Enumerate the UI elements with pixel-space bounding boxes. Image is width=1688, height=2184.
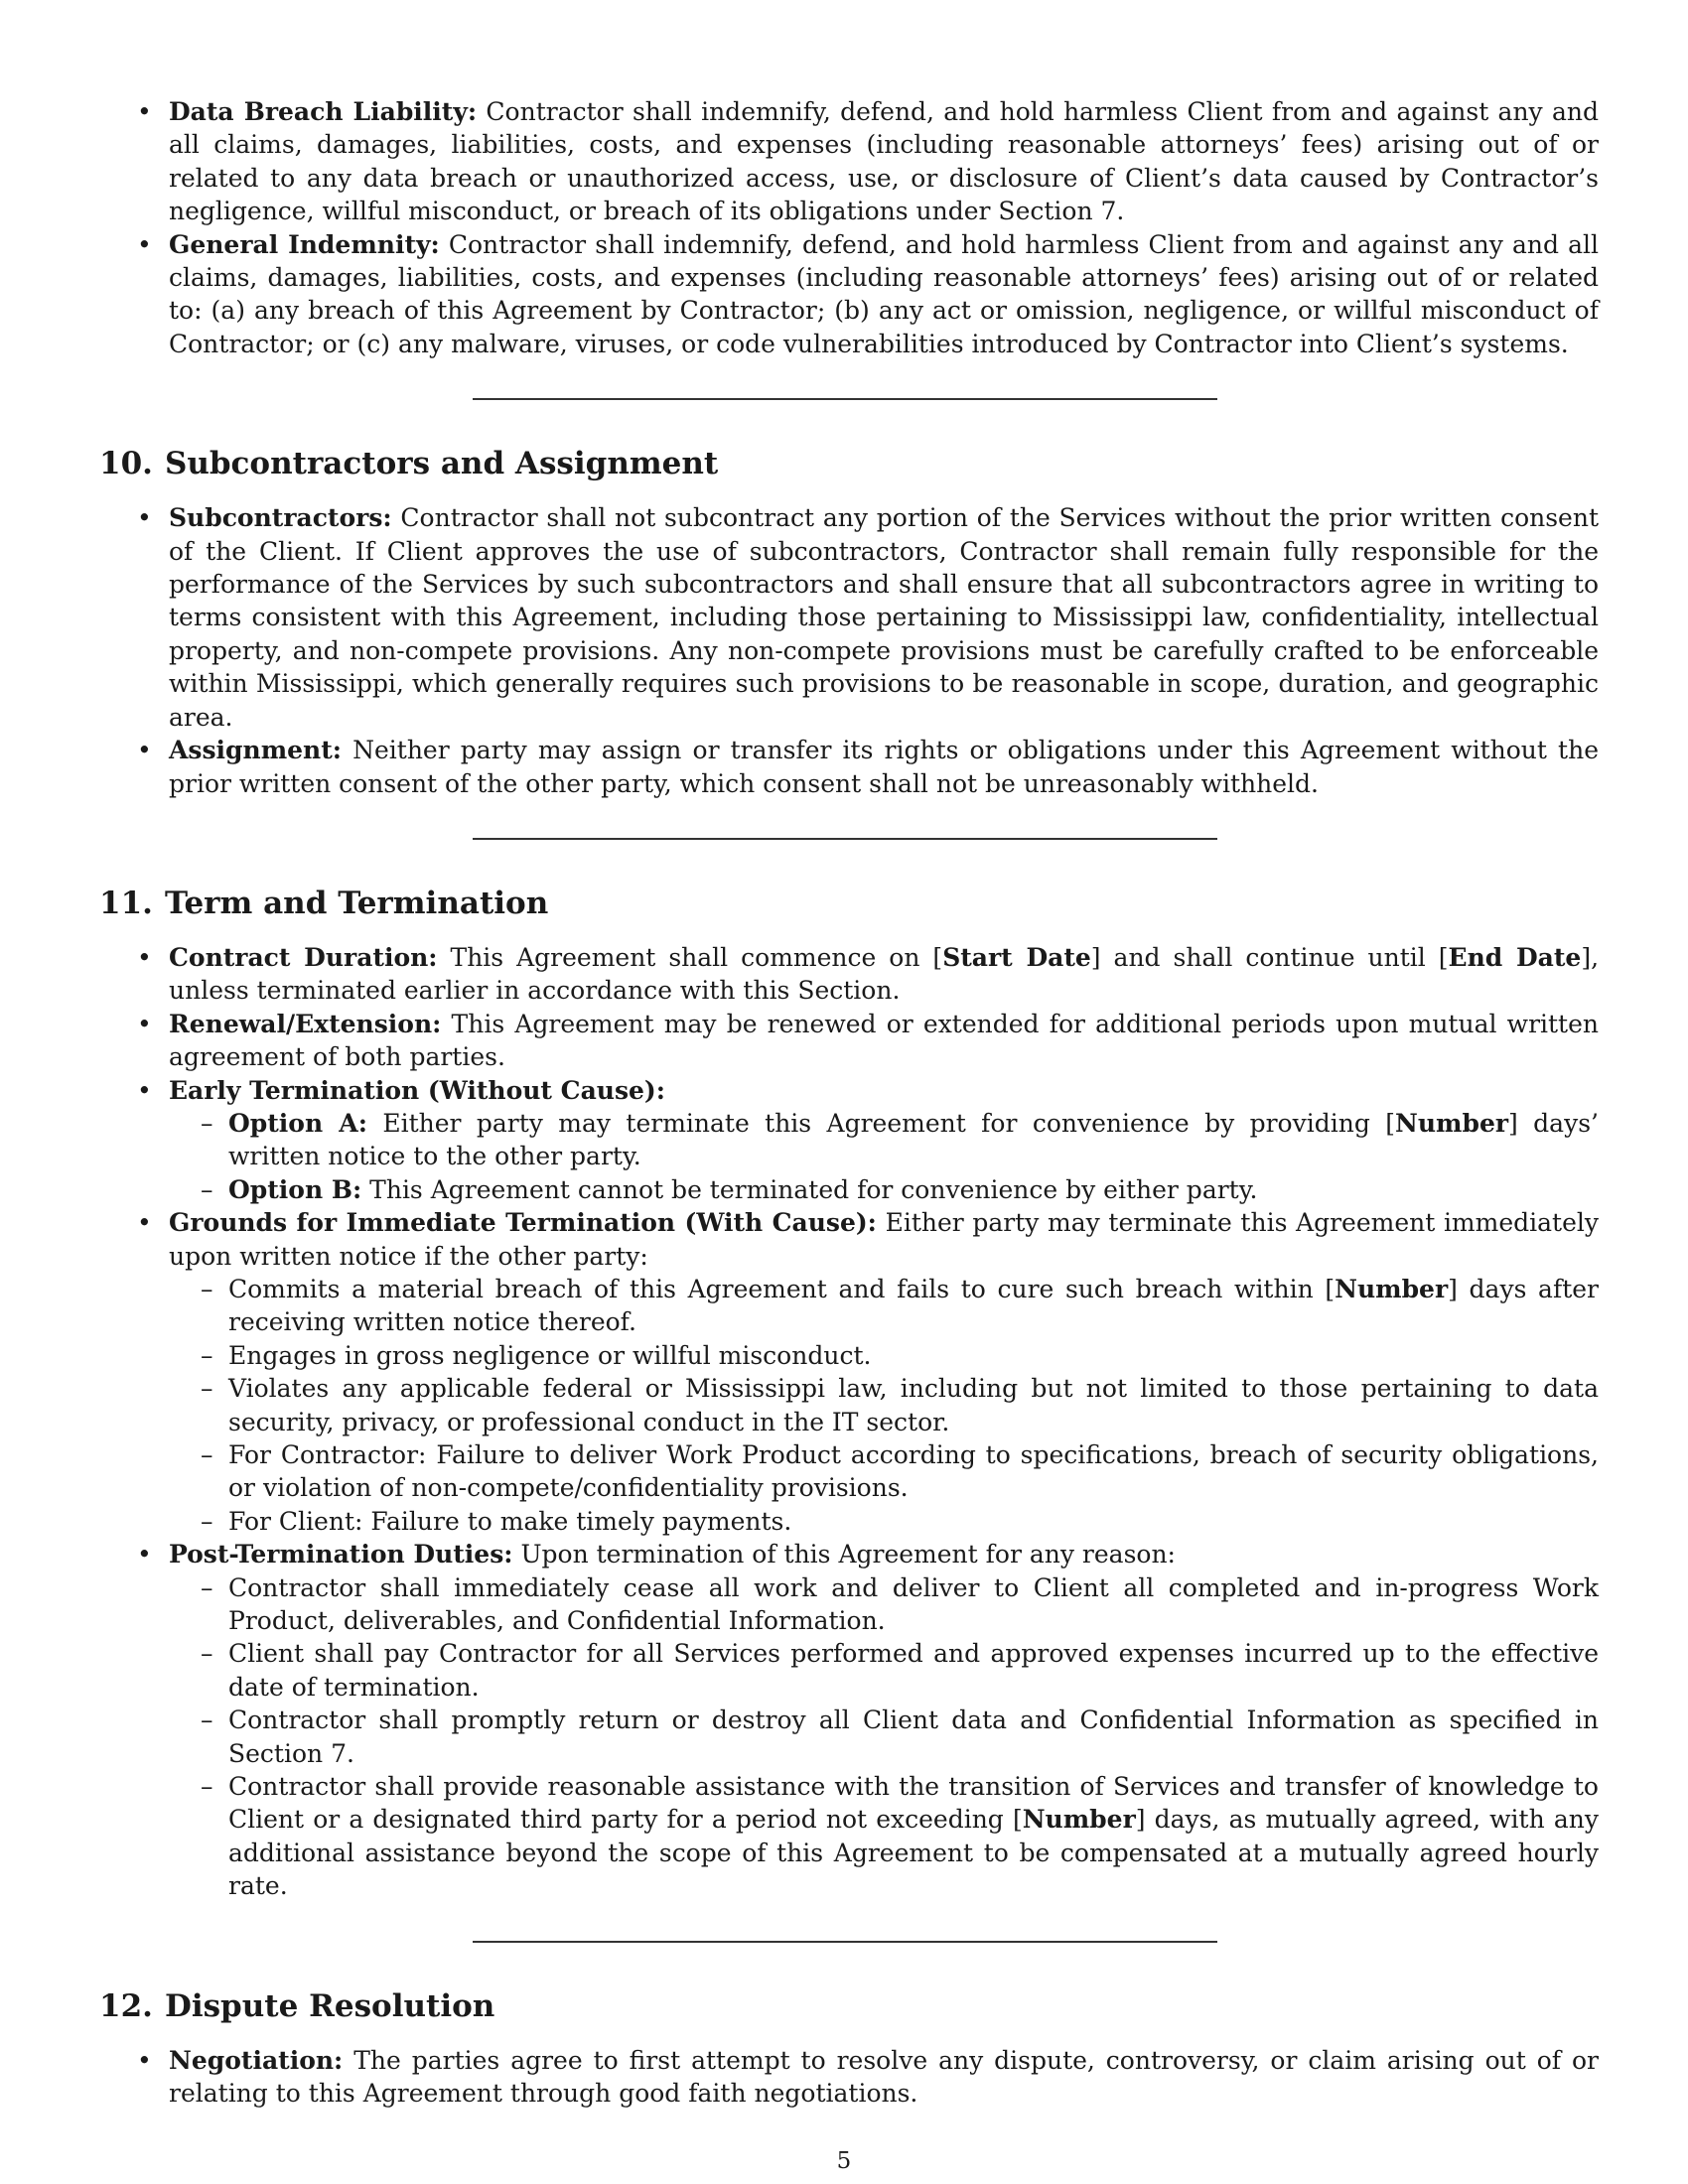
item-label: General Indemnity: [169, 229, 440, 259]
list-item-negotiation [99, 2044, 1599, 2111]
list-item-early-termination [99, 1074, 1599, 1207]
placeholder-end-date: End Date [1448, 942, 1582, 972]
item-label: Grounds for Immediate Termination (With Cause): [169, 1208, 877, 1238]
sub-item-cease-work: – Contractor shall immediately cease all work and deliver to Client all completed and in-progress Work Product, deliverables, and Confidential Information. [169, 1571, 1599, 1638]
sub-item-transition-assistance [169, 1770, 1599, 1903]
sub-item-client-pay: – Client shall pay Contractor for all Services performed and approved expenses incurred up to the effective date of termination. [169, 1637, 1599, 1704]
item-label: Post-Termination Duties: [169, 1540, 513, 1570]
item-label: Option B: [228, 1174, 362, 1204]
item-label: Option A: [228, 1108, 367, 1138]
post-termination-list [169, 1571, 1599, 1903]
item-text: ], unless terminated earlier in accordance with this Section. [169, 942, 1600, 1006]
placeholder-number: Number [1022, 1805, 1136, 1835]
item-text: Contractor shall provide reasonable assistance with the transition of Services and transfer of knowledge to Client or a designated third party for a period not exceeding [ [228, 1772, 1599, 1835]
section-divider [473, 838, 1217, 840]
item-text: Upon termination of this Agreement for any reason: [512, 1540, 1176, 1570]
item-text: Either party may terminate this Agreement for convenience by providing [ [366, 1108, 1395, 1138]
term-termination-list [99, 941, 1599, 1903]
list-item-post-termination [99, 1538, 1599, 1902]
item-text: ] and shall continue until [ [1090, 942, 1449, 972]
placeholder-start-date: Start Date [942, 942, 1091, 972]
item-text: Contractor shall indemnify, defend, and hold harmless Client from and against any and all claims, damages, liabilities, costs, and expenses (including reasonable attorneys’ fees) arising out of or related to: (a) any breach of this Agreement by Contractor; (b) any act or omission, negligence, or willful misconduct of Contractor; or (c) any malware, viruses, or code vulnerabilities introduced by Contractor into Client’s systems. [169, 229, 1599, 358]
item-text: ] days after receiving written notice thereof. [228, 1274, 1599, 1337]
sub-item-negligence: – Engages in gross negligence or willful misconduct. [169, 1339, 1599, 1372]
item-label: Early Termination (Without Cause): [169, 1075, 665, 1105]
section-divider [473, 398, 1217, 400]
subcontractors-list [99, 501, 1599, 800]
section-title: Dispute Resolution [164, 1987, 495, 2024]
item-text: The parties agree to first attempt to resolve any dispute, controversy, or claim arising out of or relating to this Agreement through good faith negotiations. [169, 2045, 1599, 2109]
item-label: Contract Duration: [169, 942, 438, 972]
item-label: Assignment: [169, 736, 343, 765]
section-heading-dispute-resolution [99, 1986, 1599, 2026]
early-termination-options [169, 1107, 1599, 1206]
section-number: 11. [99, 885, 153, 921]
dispute-resolution-list [99, 2044, 1599, 2111]
placeholder-number: Number [1335, 1274, 1449, 1303]
item-text: This Agreement shall commence on [ [437, 942, 943, 972]
sub-item-option-a [169, 1107, 1599, 1173]
page-number: 5 [836, 2148, 852, 2174]
item-text: Contractor shall indemnify, defend, and hold harmless Client from and against any and all claims, damages, liabilities, costs, and expenses (including reasonable attorneys’ fees) arising out of or related to any data breach or unauthorized access, use, or disclosure of Client’s data caused by Contractor’s negligence, willful misconduct, or breach of its obligations under Section 7. [169, 97, 1599, 226]
sub-item-violates-law: – Violates any applicable federal or Mississippi law, including but not limited to those pertaining to data security, privacy, or professional conduct in the IT sector. [169, 1372, 1599, 1438]
list-item-general-indemnity [99, 228, 1599, 361]
item-text: Commits a material breach of this Agreement and fails to cure such breach within [ [228, 1274, 1336, 1303]
item-text: Neither party may assign or transfer its rights or obligations under this Agreement without the prior written consent of the other party, which consent shall not be unreasonably withheld. [169, 736, 1599, 798]
list-item-assignment [99, 734, 1599, 800]
sub-item-material-breach [169, 1273, 1599, 1339]
document-page [99, 95, 1599, 2111]
item-label: Data Breach Liability: [169, 97, 478, 126]
item-text: This Agreement may be renewed or extended for additional periods upon mutual written agreement of both parties. [169, 1009, 1599, 1072]
sub-item-return-data: – Contractor shall promptly return or destroy all Client data and Confidential Information as specified in Section 7. [169, 1704, 1599, 1770]
placeholder-number: Number [1394, 1108, 1509, 1138]
section-number: 10. [99, 446, 153, 482]
list-item-grounds-termination [99, 1206, 1599, 1538]
item-label: Renewal/Extension: [169, 1009, 442, 1038]
section-heading-term-termination [99, 884, 1599, 923]
item-text: ] days, as mutually agreed, with any additional assistance beyond the scope of this Agreement to be compensated at a mutually agreed hourly rate. [228, 1805, 1599, 1901]
item-text: Contractor shall not subcontract any portion of the Services without the prior written consent of the Client. If Client approves the use of subcontractors, Contractor shall remain fully responsible for the performance of the Services by such subcontractors and shall ensure that all subcontractors agree in writing to terms consistent with this Agreement, including those pertaining to Mississippi law, confidentiality, intellectual property, and non-compete provisions. Any non-compete provisions must be carefully crafted to be enforceable within Mississippi, which generally requires such provisions to be reasonable in scope, duration, and geographic area. [169, 503, 1599, 732]
section-title: Subcontractors and Assignment [164, 446, 719, 482]
item-text: Either party may terminate this Agreement immediately upon written notice if the other party: [169, 1208, 1600, 1271]
section-heading-subcontractors [99, 444, 1599, 483]
sub-item-for-contractor: – For Contractor: Failure to deliver Work Product according to specifications, breach of security obligations, or violation of non-compete/confidentiality provisions. [169, 1438, 1599, 1505]
item-text: This Agreement cannot be terminated for convenience by either party. [361, 1174, 1258, 1204]
list-item-data-breach-liability [99, 95, 1599, 228]
sub-item-option-b [169, 1173, 1599, 1206]
item-label: Negotiation: [169, 2045, 344, 2075]
sub-item-for-client: – For Client: Failure to make timely payments. [169, 1505, 1599, 1538]
list-item-subcontractors [99, 501, 1599, 734]
section-number: 12. [99, 1987, 153, 2024]
section-divider [473, 1941, 1217, 1943]
item-label: Subcontractors: [169, 503, 392, 533]
item-text: ] days’ written notice to the other party. [228, 1108, 1599, 1171]
list-item-contract-duration [99, 941, 1599, 1008]
grounds-list [169, 1273, 1599, 1538]
section-title: Term and Termination [164, 885, 549, 921]
indemnity-list [99, 95, 1599, 360]
list-item-renewal [99, 1008, 1599, 1074]
